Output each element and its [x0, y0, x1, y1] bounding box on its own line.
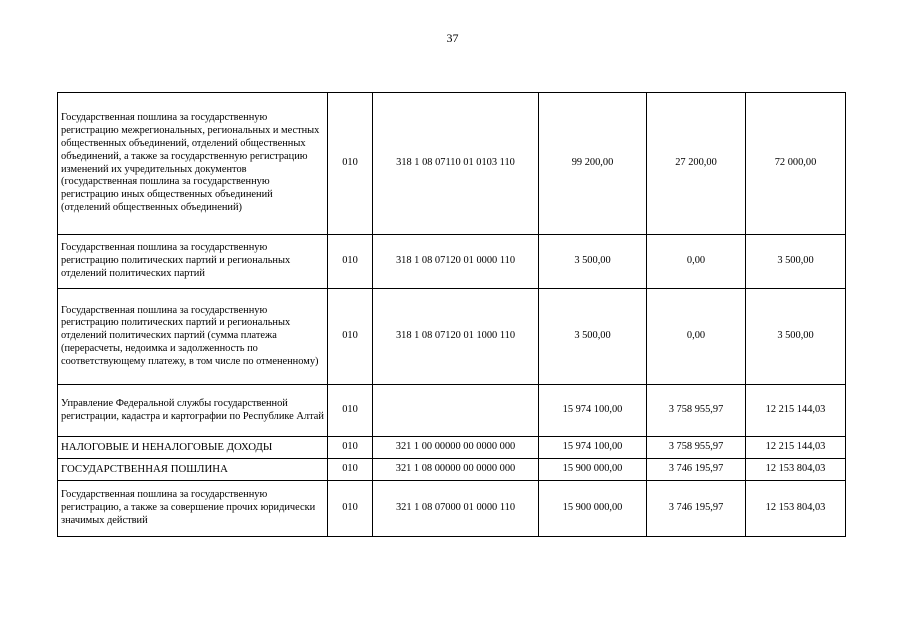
table-row	[58, 459, 846, 481]
row-name-cell: Государственная пошлина за государственную регистрацию межрегиональных, региональных и местных общественных объединений, отделений общественных объединений, а также за государственную регистрацию изменений их учредительных документов (государственная пошлина за государственную регистрацию иных общественных объединений (отделений общественных объединений)	[58, 93, 328, 235]
row-admin-code-cell: 010	[328, 459, 373, 481]
row-remaining-amount-cell: 12 215 144,03	[746, 385, 846, 437]
row-executed-amount-cell: 3 758 955,97	[647, 437, 746, 459]
table-row	[58, 93, 846, 235]
row-executed-amount-cell: 3 746 195,97	[647, 459, 746, 481]
row-executed-amount-cell: 3 746 195,97	[647, 481, 746, 537]
row-remaining-amount-cell: 12 153 804,03	[746, 481, 846, 537]
row-budget-code-cell: 318 1 08 07120 01 0000 110	[373, 235, 539, 289]
row-admin-code-cell: 010	[328, 437, 373, 459]
row-planned-amount-cell: 3 500,00	[539, 235, 647, 289]
row-name-cell: Управление Федеральной службы государственной регистрации, кадастра и картографии по Республике Алтай	[58, 385, 328, 437]
page-number: 37	[446, 31, 459, 45]
row-name-cell: НАЛОГОВЫЕ И НЕНАЛОГОВЫЕ ДОХОДЫ	[58, 437, 328, 459]
row-remaining-amount-cell: 12 153 804,03	[746, 459, 846, 481]
row-remaining-amount-cell: 3 500,00	[746, 235, 846, 289]
row-budget-code-cell	[373, 385, 539, 437]
row-name-cell: ГОСУДАРСТВЕННАЯ ПОШЛИНА	[58, 459, 328, 481]
table-row	[58, 481, 846, 537]
row-planned-amount-cell: 15 900 000,00	[539, 481, 647, 537]
row-remaining-amount-cell: 72 000,00	[746, 93, 846, 235]
table-row	[58, 437, 846, 459]
row-budget-code-cell: 321 1 00 00000 00 0000 000	[373, 437, 539, 459]
row-planned-amount-cell: 15 974 100,00	[539, 437, 647, 459]
row-name-cell: Государственная пошлина за государственную регистрацию политических партий и региональных отделений политических партий	[58, 235, 328, 289]
row-admin-code-cell: 010	[328, 235, 373, 289]
row-planned-amount-cell: 15 900 000,00	[539, 459, 647, 481]
row-admin-code-cell: 010	[328, 93, 373, 235]
row-remaining-amount-cell: 3 500,00	[746, 289, 846, 385]
row-budget-code-cell: 321 1 08 00000 00 0000 000	[373, 459, 539, 481]
row-executed-amount-cell: 27 200,00	[647, 93, 746, 235]
budget-revenue-table	[57, 92, 846, 537]
row-executed-amount-cell: 0,00	[647, 235, 746, 289]
table-row	[58, 289, 846, 385]
row-name-cell: Государственная пошлина за государственную регистрацию, а также за совершение прочих юридически значимых действий	[58, 481, 328, 537]
row-admin-code-cell: 010	[328, 481, 373, 537]
row-executed-amount-cell: 0,00	[647, 289, 746, 385]
row-name-cell: Государственная пошлина за государственную регистрацию политических партий и региональных отделений политических партий (сумма платежа (перерасчеты, недоимка и задолженность по соответствующему платежу, в том числе по отмененному)	[58, 289, 328, 385]
row-admin-code-cell: 010	[328, 289, 373, 385]
row-planned-amount-cell: 3 500,00	[539, 289, 647, 385]
row-executed-amount-cell: 3 758 955,97	[647, 385, 746, 437]
row-budget-code-cell: 321 1 08 07000 01 0000 110	[373, 481, 539, 537]
row-planned-amount-cell: 99 200,00	[539, 93, 647, 235]
table-row	[58, 235, 846, 289]
row-remaining-amount-cell: 12 215 144,03	[746, 437, 846, 459]
table-row	[58, 385, 846, 437]
row-budget-code-cell: 318 1 08 07110 01 0103 110	[373, 93, 539, 235]
row-admin-code-cell: 010	[328, 385, 373, 437]
row-planned-amount-cell: 15 974 100,00	[539, 385, 647, 437]
row-budget-code-cell: 318 1 08 07120 01 1000 110	[373, 289, 539, 385]
